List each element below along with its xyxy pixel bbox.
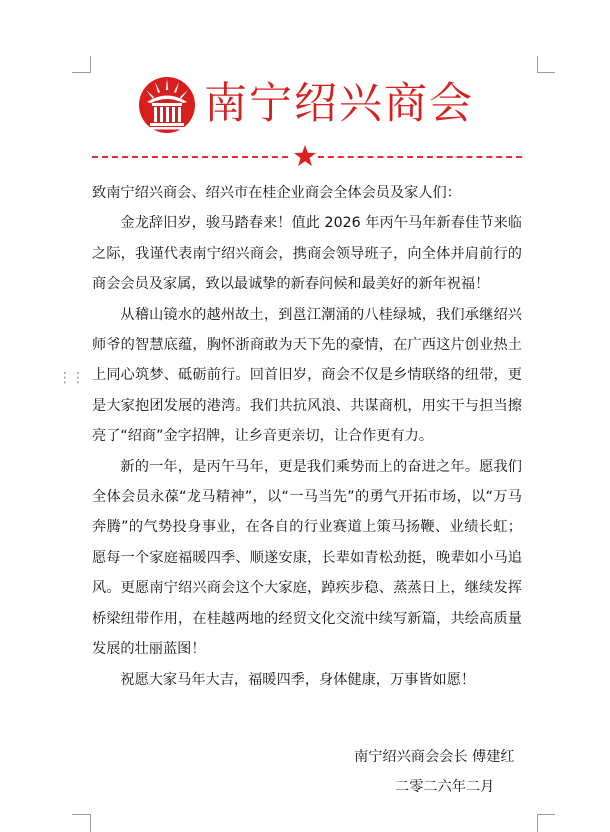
title-divider <box>92 146 522 166</box>
date-line: 二零二六年二月 <box>395 779 495 795</box>
signature-line: 南宁绍兴商会会长 傅建红 <box>354 749 515 765</box>
paragraph: 新的一年，是丙午马年，更是我们乘势而上的奋进之年。愿我们全体会员永葆“龙马精神”，以“一马当先”的勇气开拓市场，以“万马奔腾”的气势投身事业，在各自的行业赛道上策马扬鞭、业绩长虹；愿每一个家庭福暖四季、顺遂安康，长辈如青松劲挺，晚辈如小马追风。更愿南宁绍兴商会这个大家庭，踔疾步稳、蒸蒸日上，继续发挥桥梁纽带作用，在桂越两地的经贸文化交流中续写新篇，共绘高质量发展的壮丽蓝图！ <box>92 458 522 658</box>
divider-line-right <box>318 156 522 158</box>
letter-body <box>92 178 522 695</box>
chamber-emblem-icon <box>138 76 196 134</box>
paragraph: 从稽山镜水的越州故土，到邕江潮涌的八桂绿城，我们承继绍兴师爷的智慧底蕴，胸怀浙商敢为天下先的豪情，在广西这片创业热土上同心筑梦、砥砺前行。回首旧岁，商会不仅是乡情联络的纽带，更是大家抱团发展的港湾。我们共抗风浪、共谋商机，用实干与担当擦亮了“绍商”金字招牌，让乡音更亲切，让合作更有力。 <box>92 306 522 445</box>
drag-handle-icon[interactable]: ⋮⋮ <box>58 370 84 386</box>
star-icon <box>293 144 317 168</box>
paragraph: 金龙辞旧岁，骏马踏春来！值此 2026 年丙午马年新春佳节来临之际，我谨代表南宁绍兴商会，携商会领导班子，向全体并肩前行的商会会员及家属，致以最诚挚的新春问候和最美好的新年祝福！ <box>92 215 522 293</box>
letterhead <box>138 74 498 136</box>
organization-title: 南宁绍兴商会 <box>204 79 474 129</box>
paragraph: 祝愿大家马年大吉，福暖四季，身体健康，万事皆如愿！ <box>120 671 476 688</box>
divider-line-left <box>92 156 288 158</box>
salutation: 致南宁绍兴商会、绍兴市在桂企业商会全体会员及家人们： <box>92 185 461 201</box>
